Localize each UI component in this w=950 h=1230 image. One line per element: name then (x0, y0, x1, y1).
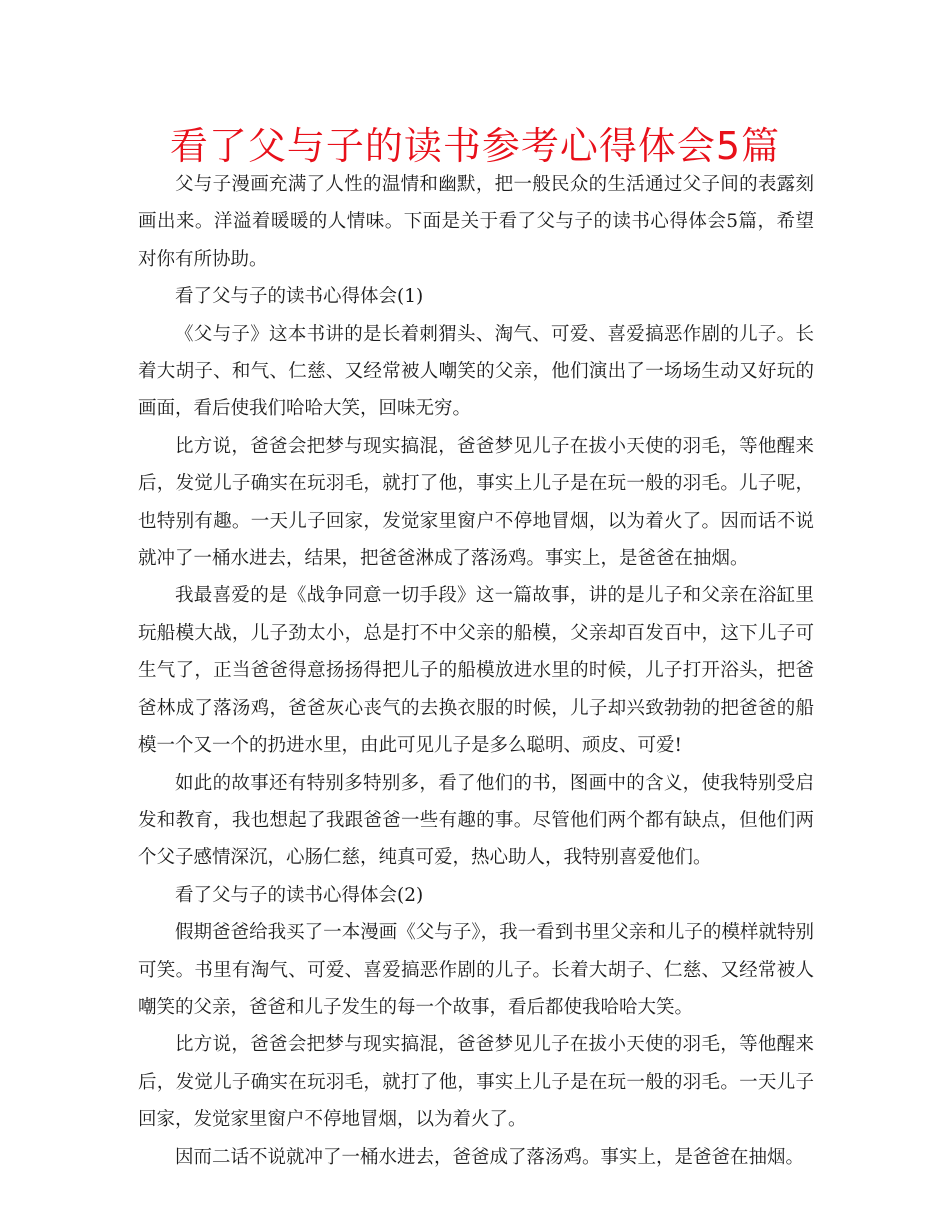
paragraph: 比方说，爸爸会把梦与现实搞混，爸爸梦见儿子在拔小天使的羽毛，等他醒来后，发觉儿子确实在玩羽毛，就打了他，事实上儿子是在玩一般的羽毛。儿子呢，也特别有趣。一天儿子回家，发觉家里窗户不停地冒烟，以为着火了。因而话不说就冲了一桶水进去，结果，把爸爸淋成了落汤鸡。事实上，是爸爸在抽烟。 (138, 435, 814, 570)
document-body (138, 166, 814, 1176)
paragraph: 因而二话不说就冲了一桶水进去，爸爸成了落汤鸡。事实上，是爸爸在抽烟。 (175, 1146, 805, 1168)
section-heading-2: 看了父与子的读书心得体会(2) (175, 884, 424, 906)
section-heading-1: 看了父与子的读书心得体会(1) (175, 286, 424, 308)
paragraph: 比方说，爸爸会把梦与现实搞混，爸爸梦见儿子在拔小天使的羽毛，等他醒来后，发觉儿子确实在玩羽毛，就打了他，事实上儿子是在玩一般的羽毛。一天儿子回家，发觉家里窗户不停地冒烟，以为着火了。 (138, 1034, 814, 1131)
paragraph: 我最喜爱的是《战争同意一切手段》这一篇故事，讲的是儿子和父亲在浴缸里玩船模大战，儿子劲太小，总是打不中父亲的船模，父亲却百发百中，这下儿子可生气了，正当爸爸得意扬扬得把儿子的船模放进水里的时候，儿子打开浴头，把爸爸林成了落汤鸡，爸爸灰心丧气的去换衣服的时候，儿子却兴致勃勃的把爸爸的船模一个又一个的扔进水里，由此可见儿子是多么聪明、顽皮、可爱! (138, 585, 814, 757)
paragraph: 假期爸爸给我买了一本漫画《父与子》，我一看到书里父亲和儿子的模样就特别可笑。书里有淘气、可爱、喜爱搞恶作剧的儿子。长着大胡子、仁慈、又经常被人嘲笑的父亲，爸爸和儿子发生的每一个故事，看后都使我哈哈大笑。 (138, 922, 814, 1018)
document-title: 看了父与子的读书参考心得体会5篇 (169, 124, 781, 168)
intro-paragraph: 父与子漫画充满了人性的温情和幽默，把一般民众的生活通过父子间的表露刻画出来。洋溢着暖暖的人情味。下面是关于看了父与子的读书心得体会5篇，希望对你有所协助。 (138, 174, 814, 270)
paragraph: 《父与子》这本书讲的是长着刺猬头、淘气、可爱、喜爱搞恶作剧的儿子。长着大胡子、和气、仁慈、又经常被人嘲笑的父亲，他们演出了一场场生动又好玩的画面，看后使我们哈哈大笑，回味无穷。 (138, 323, 814, 420)
paragraph: 如此的故事还有特别多特别多，看了他们的书，图画中的含义，使我特别受启发和教育，我也想起了我跟爸爸一些有趣的事。尽管他们两个都有缺点，但他们两个父子感情深沉，心肠仁慈，纯真可爱，热心助人，我特别喜爱他们。 (138, 772, 814, 869)
